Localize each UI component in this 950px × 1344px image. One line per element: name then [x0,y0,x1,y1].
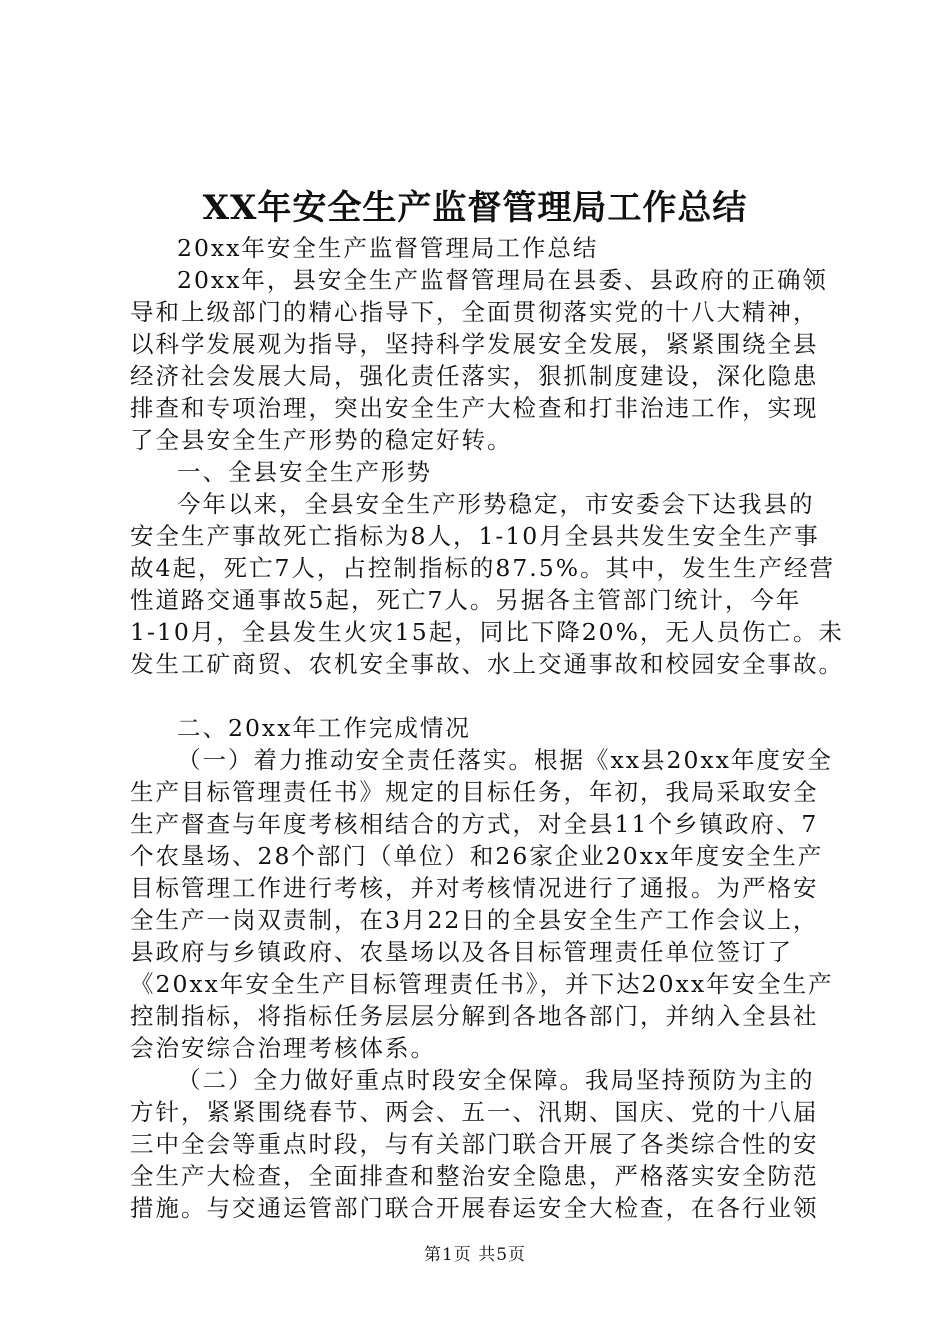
text-line: 《20xx年安全生产目标管理责任书》，并下达20xx年安全生产 [130,970,834,998]
document-body [130,232,844,1224]
text-line: 20xx年，县安全生产监督管理局在县委、县政府的正确领 [177,266,828,294]
text-line: 措施。与交通运管部门联合开展春运安全大检查，在各行业领 [130,1194,819,1222]
document-title: XX年安全生产监督管理局工作总结 [202,188,748,228]
text-line: 个农垦场、28个部门（单位）和26家企业20xx年度安全生产 [130,842,824,870]
paragraph-subtitle [130,232,826,264]
text-line: 了全县安全生产形势的稳定好转。 [130,426,513,454]
text-line: 今年以来，全县安全生产形势稳定，市安委会下达我县的 [177,490,815,518]
text-line: 安全生产事故死亡指标为8人，1-10月全县共发生安全生产事 [130,522,820,550]
text-line: 1-10月，全县发生火灾15起，同比下降20%，无人员伤亡。未 [130,618,844,646]
paragraph-responsibility [130,744,834,1064]
paragraph-key-periods [130,1064,826,1224]
text-line: 目标管理工作进行考核，并对考核情况进行了通报。为严格安 [130,874,819,902]
text-line: 一、全县安全生产形势 [177,458,432,486]
paragraph-spacer [130,680,826,712]
text-line: 发生工矿商贸、农机安全事故、水上交通事故和校园安全事故。 [130,650,844,678]
text-line: 导和上级部门的精心指导下，全面贯彻落实党的十八大精神， [130,298,819,326]
section-heading-2 [130,712,826,744]
paragraph-intro [130,264,826,456]
text-line: 生产目标管理责任书》规定的目标任务，年初，我局采取安全 [130,778,819,806]
text-line: （二）全力做好重点时段安全保障。我局坚持预防为主的 [177,1066,815,1094]
text-line: 控制指标，将指标任务层层分解到各地各部门，并纳入全县社 [130,1002,819,1030]
text-line: 生产督查与年度考核相结合的方式，对全县11个乡镇政府、7 [130,810,819,838]
text-line: 全生产大检查，全面排查和整治安全隐患，严格落实安全防范 [130,1162,819,1190]
text-line: 经济社会发展大局，强化责任落实，狠抓制度建设，深化隐患 [130,362,819,390]
text-line: 方针，紧紧围绕春节、两会、五一、汛期、国庆、党的十八届 [130,1098,819,1126]
text-line: 故4起，死亡7人，占控制指标的87.5%。其中，发生生产经营 [130,554,836,582]
text-line: 排查和专项治理，突出安全生产大检查和打非治违工作，实现 [130,394,819,422]
page-footer: 第1页 共5页 [423,1245,527,1265]
text-line: 会治安综合治理考核体系。 [130,1034,436,1062]
text-line: 全生产一岗双责制，在3月22日的全县安全生产工作会议上， [130,906,819,934]
text-line: （一）着力推动安全责任落实。根据《xx县20xx年度安全 [177,746,833,774]
text-line: 二、20xx年工作完成情况 [177,714,471,742]
section-heading-1 [130,456,826,488]
text-line: 以科学发展观为指导，坚持科学发展安全发展，紧紧围绕全县 [130,330,819,358]
paragraph-situation [130,488,844,680]
text-line: 三中全会等重点时段，与有关部门联合开展了各类综合性的安 [130,1130,819,1158]
text-line: 性道路交通事故5起，死亡7人。另据各主管部门统计，今年 [130,586,802,614]
text-line: 20xx年安全生产监督管理局工作总结 [177,234,599,262]
text-line: 县政府与乡镇政府、农垦场以及各目标管理责任单位签订了 [130,938,793,966]
